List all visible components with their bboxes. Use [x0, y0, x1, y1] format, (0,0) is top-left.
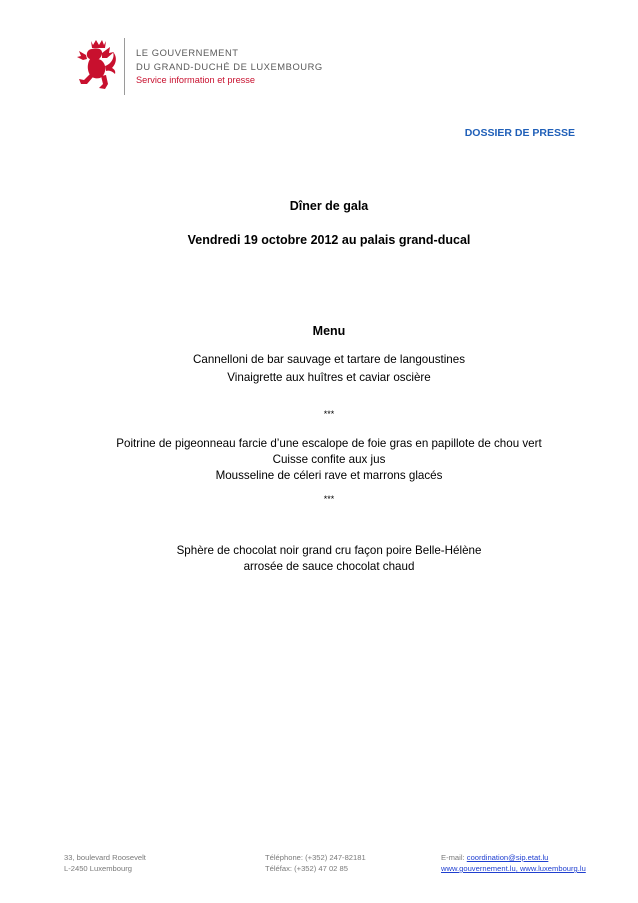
- fax-number: Téléfax: (+352) 47 02 85: [265, 864, 348, 873]
- main-course-line: Cuisse confite aux jus: [272, 453, 386, 466]
- footer-address: [64, 852, 146, 874]
- website-separator: ,: [515, 864, 520, 873]
- logo-divider: [124, 38, 125, 95]
- website-link-gouvernement[interactable]: www.gouvernement.lu: [441, 864, 516, 873]
- course-separator: ***: [323, 494, 335, 504]
- main-course-line: Mousseline de céleri rave et marrons glacés: [215, 469, 443, 482]
- address-line: L-2450 Luxembourg: [64, 864, 132, 873]
- starter-line: Vinaigrette aux huîtres et caviar oscière: [227, 371, 431, 384]
- footer-contact: [265, 852, 366, 874]
- website-row: [441, 863, 586, 874]
- red-lion-icon: [75, 38, 121, 92]
- dessert-line: arrosée de sauce chocolat chaud: [243, 560, 415, 573]
- event-title: Dîner de gala: [289, 199, 369, 213]
- email-label: E-mail:: [441, 853, 465, 862]
- phone-number: Téléphone: (+352) 247-82181: [265, 853, 366, 862]
- dessert-line: Sphère de chocolat noir grand cru façon poire Belle-Hélène: [176, 544, 482, 557]
- email-link[interactable]: coordination@sip.etat.lu: [466, 853, 549, 862]
- government-name-line-2: DU GRAND-DUCHÉ DE LUXEMBOURG: [136, 61, 323, 72]
- government-name-line-1: LE GOUVERNEMENT: [136, 47, 239, 58]
- starter-line: Cannelloni de bar sauvage et tartare de langoustines: [193, 353, 465, 366]
- course-separator: ***: [323, 409, 335, 419]
- email-row: [441, 852, 586, 863]
- service-name: Service information et presse: [136, 75, 255, 85]
- menu-heading: Menu: [312, 324, 346, 338]
- main-course-line: Poitrine de pigeonneau farcie d’une escalope de foie gras en papillote de chou vert: [116, 437, 542, 450]
- website-link-luxembourg[interactable]: www.luxembourg.lu: [519, 864, 586, 873]
- address-line: 33, boulevard Roosevelt: [64, 853, 146, 862]
- footer-online: [441, 852, 586, 874]
- event-subtitle: Vendredi 19 octobre 2012 au palais grand-ducal: [187, 233, 471, 247]
- document-label: DOSSIER DE PRESSE: [464, 127, 575, 139]
